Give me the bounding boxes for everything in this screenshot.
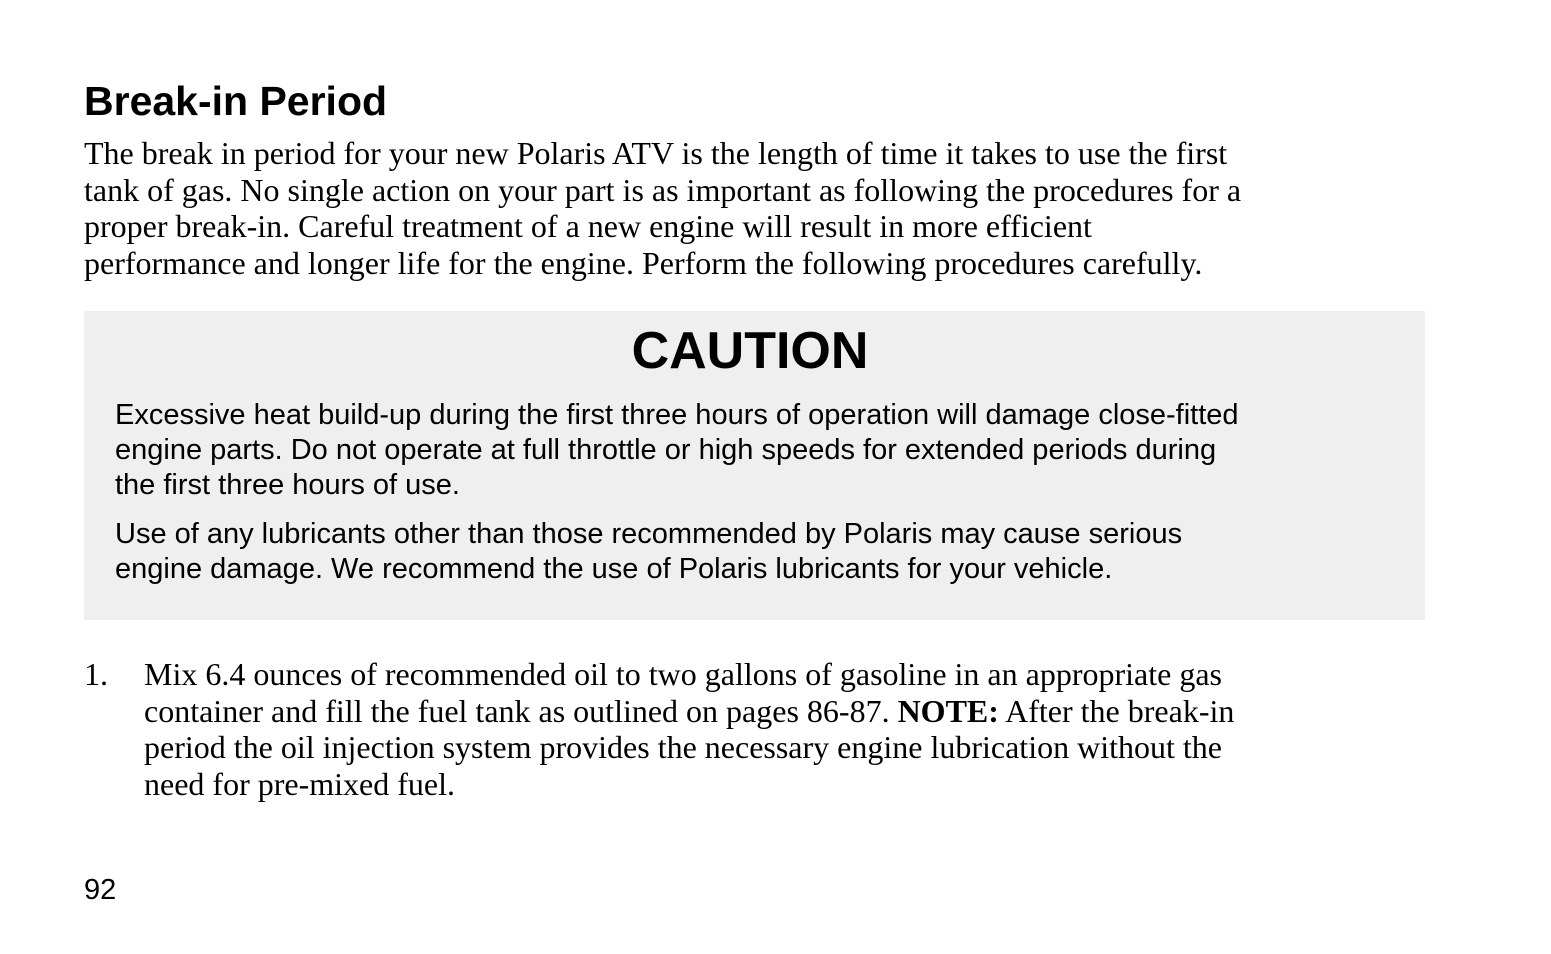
intro-paragraph: The break in period for your new Polaris ATV is the length of time it takes to use the first tank of gas. No single action on your part is as important as following the procedures for a proper break-in. Careful treatment of a new engine will result in more efficient performance and longer life for the engine. Perform the following procedures carefully. (84, 135, 1242, 281)
caution-heading: CAUTION (631, 322, 869, 380)
step-number: 1. (84, 656, 108, 692)
step-text-after: After the break-in period the oil injection system provides the necessary engine lubrication without the need for pre-mixed fuel. (144, 692, 1235, 802)
step-text (144, 656, 1474, 802)
step-text-before: Mix 6.4 ounces of recommended oil to two gallons of gasoline in an appropriate gas container and fill the fuel tank as outlined on pages 86-87. (144, 656, 1222, 729)
page-number: 92 (84, 874, 117, 906)
caution-paragraph-lubricants: Use of any lubricants other than those recommended by Polaris may cause serious engine damage. We recommend the use of Polaris lubricants for your vehicle. (115, 518, 1183, 585)
caution-paragraph-heat: Excessive heat build-up during the first three hours of operation will damage close-fitted engine parts. Do not operate at full throttle or high speeds for extended periods during the first three hours of use. (115, 399, 1239, 501)
section-title: Break-in Period (84, 78, 388, 124)
note-label: NOTE: (897, 692, 999, 729)
